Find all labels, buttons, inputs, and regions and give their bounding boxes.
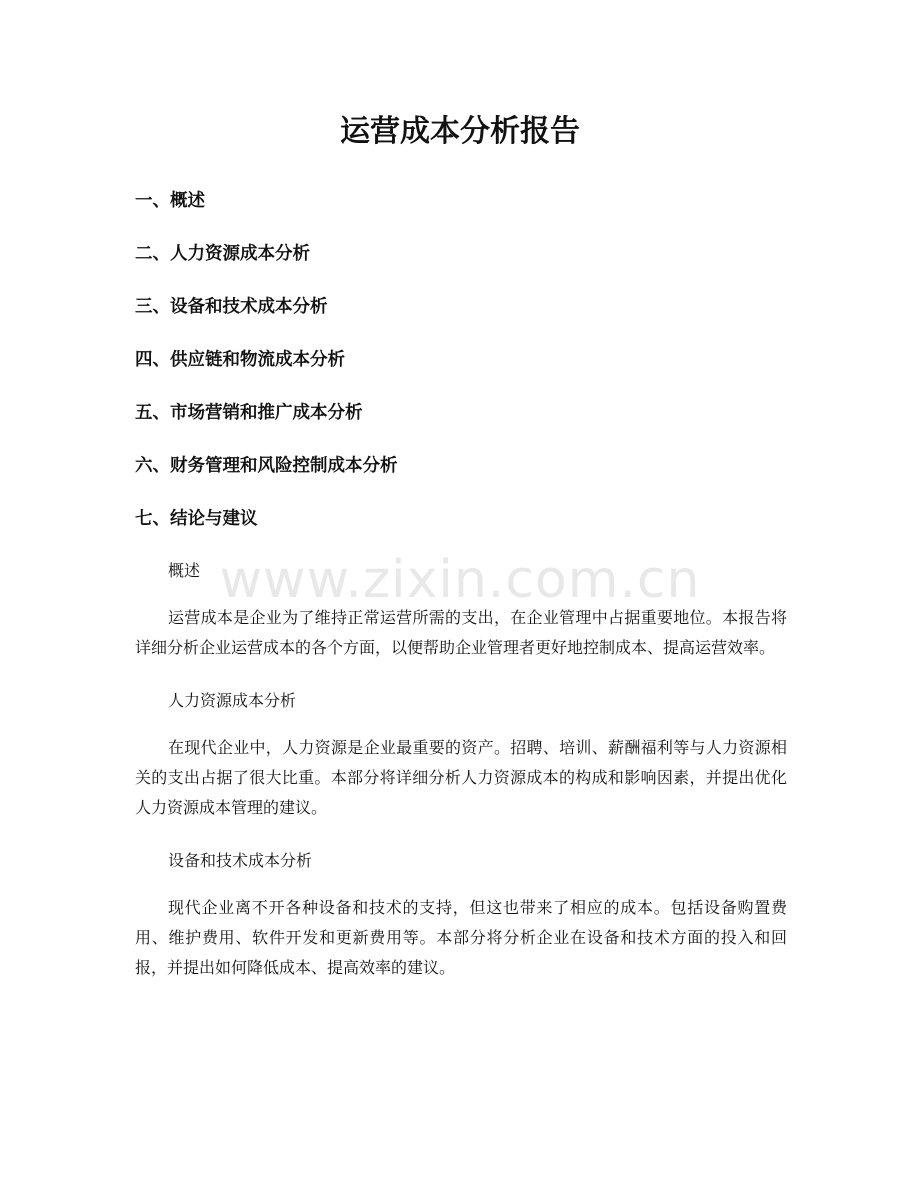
section-heading-equipment-cost: 设备和技术成本分析 — [168, 851, 313, 870]
toc-item-conclusion: 七、结论与建议 — [135, 509, 258, 529]
section-paragraph-hr-cost: 在现代企业中，人力资源是企业最重要的资产。招聘、培训、薪酬福利等与人力资源相关的支出占据了很大比重。本部分将详细分析人力资源成本的构成和影响因素，并提出优化人力资源成本管理的建议。 — [135, 738, 787, 817]
section-heading-hr-cost: 人力资源成本分析 — [168, 691, 297, 710]
section-heading-overview: 概述 — [168, 561, 201, 580]
watermark: www.zixin.com.cn — [219, 550, 701, 610]
section-paragraph-overview: 运营成本是企业为了维持正常运营所需的支出，在企业管理中占据重要地位。本报告将详细分析企业运营成本的各个方面，以便帮助企业管理者更好地控制成本、提高运营效率。 — [135, 608, 787, 657]
section-paragraph-equipment-cost: 现代企业离不开各种设备和技术的支持，但这也带来了相应的成本。包括设备购置费用、维护费用、软件开发和更新费用等。本部分将分析企业在设备和技术方面的投入和回报，并提出如何降低成本、提高效率的建议。 — [135, 898, 787, 977]
toc-item-equipment-cost: 三、设备和技术成本分析 — [135, 297, 328, 317]
toc-item-overview: 一、概述 — [135, 191, 205, 211]
toc-item-marketing-cost: 五、市场营销和推广成本分析 — [135, 403, 363, 423]
toc-item-hr-cost: 二、人力资源成本分析 — [135, 244, 310, 264]
toc-item-supply-chain-cost: 四、供应链和物流成本分析 — [135, 350, 345, 370]
toc-item-finance-risk-cost: 六、财务管理和风险控制成本分析 — [135, 456, 398, 476]
table-of-contents — [135, 184, 795, 555]
document-body — [135, 553, 787, 1003]
document-title: 运营成本分析报告 — [340, 114, 580, 149]
